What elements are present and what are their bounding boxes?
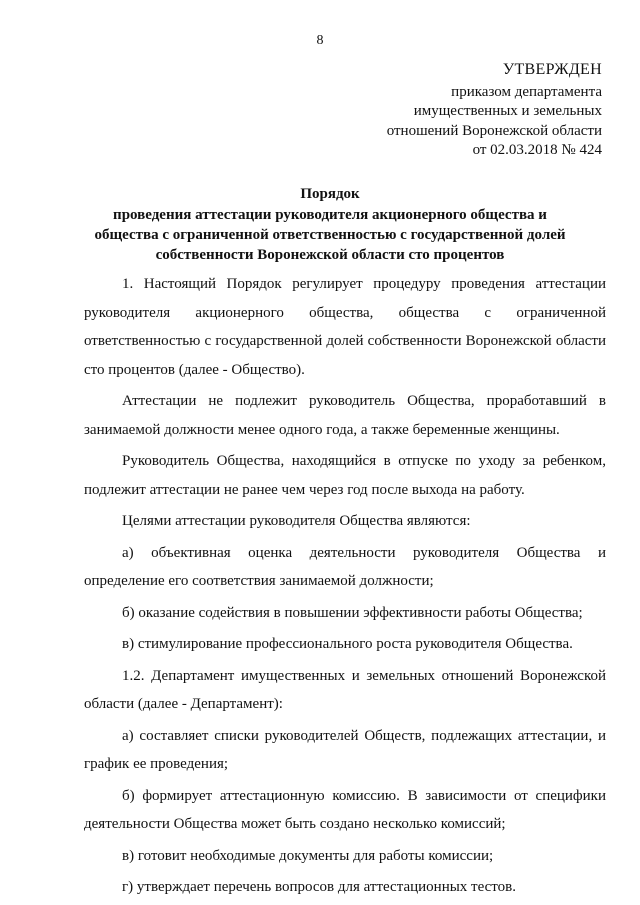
paragraph: Целями аттестации руководителя Общества являются: — [122, 513, 471, 529]
document-body — [84, 270, 606, 905]
paragraph: в) готовит необходимые документы для работы комиссии; — [122, 847, 494, 864]
document-heading — [80, 184, 580, 265]
paragraph: в) стимулирование профессионального роста руководителя Общества. — [122, 636, 573, 652]
paragraph: а) объективная оценка деятельности руководителя Общества и определение его соответствия занимаемой должности; — [84, 544, 606, 589]
paragraph: 1. Настоящий Порядок регулирует процедуру проведения аттестации руководителя акционерного общества, общества с ограниченной ответственностью с государственной долей собственности Воронежской области сто процентов (далее - Общество). — [84, 276, 606, 378]
approval-title: УТВЕРЖДЕН — [502, 61, 602, 78]
document-subtitle-line: проведения аттестации руководителя акционерного общества и — [113, 207, 547, 223]
paragraph: б) формирует аттестационную комиссию. В зависимости от специфики деятельности Общества может быть создано несколько комиссий; — [84, 787, 606, 832]
document-subtitle-line: собственности Воронежской области сто процентов — [155, 247, 505, 263]
paragraph: а) составляет списки руководителей Обществ, подлежащих аттестации, и график ее проведения; — [84, 727, 606, 772]
approval-line: приказом департамента — [451, 83, 602, 100]
approval-line: от 02.03.2018 № 424 — [472, 142, 602, 158]
document-title: Порядок — [300, 186, 360, 202]
paragraph: г) утверждает перечень вопросов для аттестационных тестов. — [122, 879, 516, 895]
paragraph: б) оказание содействия в повышении эффективности работы Общества; — [122, 604, 583, 621]
paragraph: 1.2. Департамент имущественных и земельных отношений Воронежской области (далее - Департамент): — [84, 667, 606, 712]
page-number: 8 — [316, 33, 324, 48]
paragraph: Руководитель Общества, находящийся в отпуске по уходу за ребенком, подлежит аттестации не ранее чем через год после выхода на работу. — [84, 453, 606, 498]
approval-line: имущественных и земельных — [413, 103, 602, 119]
approval-block — [302, 60, 602, 161]
document-subtitle-line: общества с ограниченной ответственностью с государственной долей — [94, 227, 566, 243]
approval-line: отношений Воронежской области — [386, 122, 602, 139]
paragraph: Аттестации не подлежит руководитель Общества, проработавший в занимаемой должности менее одного года, а также беременные женщины. — [84, 393, 606, 438]
